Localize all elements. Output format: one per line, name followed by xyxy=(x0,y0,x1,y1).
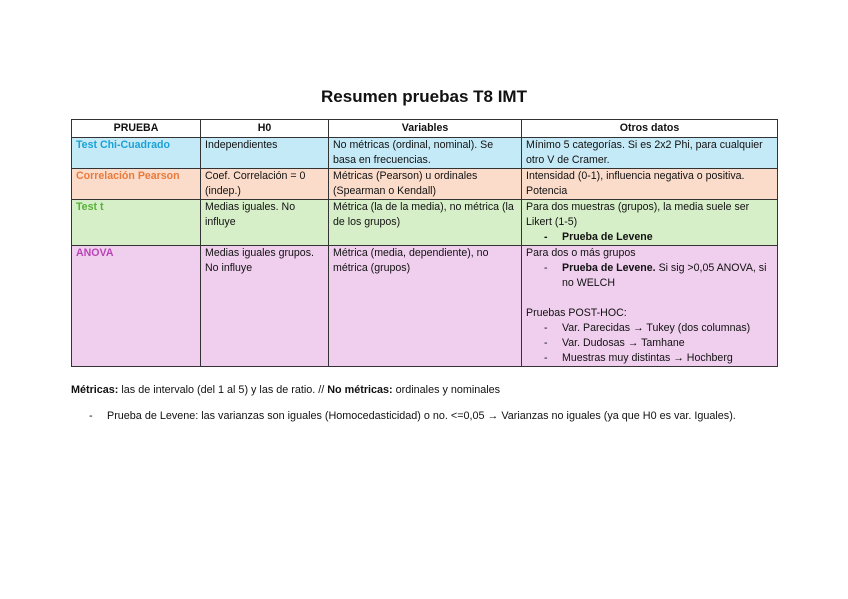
cell-variables: Métrica (media, dependiente), no métrica (grupos) xyxy=(329,246,522,367)
cell-otros-datos: Mínimo 5 categorías. Si es 2x2 Phi, para cualquier otro V de Cramer. xyxy=(522,138,778,169)
list-item: - Muestras muy distintas → Hochberg xyxy=(534,351,773,366)
table-row-correlacion xyxy=(72,169,778,200)
list-item: - Var. Dudosas → Tamhane xyxy=(534,336,773,351)
levene-bold: Prueba de Levene. xyxy=(562,262,656,274)
cell-prueba: ANOVA xyxy=(72,246,201,367)
otros-text: Para dos o más grupos xyxy=(526,247,636,259)
cell-prueba: Correlación Pearson xyxy=(72,169,201,200)
table-row-anova xyxy=(72,246,778,367)
header-prueba: PRUEBA xyxy=(72,120,201,138)
metricas-label: Métricas: xyxy=(71,384,119,396)
levene-note-text: Prueba de Levene: las varianzas son iguales (Homocedasticidad) o no. <=0,05 → Varianzas no iguales (ya que H0 es var. Iguales). xyxy=(107,410,736,422)
no-metricas-label: No métricas: xyxy=(327,384,393,396)
cell-variables: Métrica (la de la media), no métrica (la de los grupos) xyxy=(329,200,522,246)
header-variables: Variables xyxy=(329,120,522,138)
otros-list xyxy=(526,230,773,245)
cell-otros-datos xyxy=(522,246,778,367)
cell-h0: Medias iguales. No influye xyxy=(201,200,329,246)
posthoc-list xyxy=(526,321,773,366)
summary-table xyxy=(71,119,778,367)
cell-otros-datos xyxy=(522,200,778,246)
levene-rest: Si sig >0,05 ANOVA, si no WELCH xyxy=(562,262,767,289)
no-metricas-text: ordinales y nominales xyxy=(392,384,501,396)
list-item: - Var. Parecidas → Tukey (dos columnas) xyxy=(534,321,773,336)
cell-otros-datos: Intensidad (0-1), influencia negativa o positiva. Potencia xyxy=(522,169,778,200)
list-item: - Prueba de Levene xyxy=(534,230,773,245)
header-h0: H0 xyxy=(201,120,329,138)
bullet-dash: - xyxy=(89,410,93,422)
cell-h0: Coef. Correlación = 0 (indep.) xyxy=(201,169,329,200)
table-row-chi-cuadrado xyxy=(72,138,778,169)
levene-note xyxy=(89,410,736,422)
posthoc-label: Pruebas POST-HOC: xyxy=(526,307,627,319)
page-title: Resumen pruebas T8 IMT xyxy=(321,87,527,106)
table-row-test-t xyxy=(72,200,778,246)
cell-variables: Métricas (Pearson) u ordinales (Spearman o Kendall) xyxy=(329,169,522,200)
table-header-row xyxy=(72,120,778,138)
header-otros-datos: Otros datos xyxy=(522,120,778,138)
cell-prueba: Test Chi-Cuadrado xyxy=(72,138,201,169)
list-item xyxy=(534,261,773,291)
levene-list xyxy=(526,261,773,291)
metrics-note xyxy=(71,384,500,396)
cell-prueba: Test t xyxy=(72,200,201,246)
cell-variables: No métricas (ordinal, nominal). Se basa en frecuencias. xyxy=(329,138,522,169)
cell-h0: Independientes xyxy=(201,138,329,169)
cell-h0: Medias iguales grupos. No influye xyxy=(201,246,329,367)
metricas-text: las de intervalo (del 1 al 5) y las de ratio. // xyxy=(118,384,328,396)
otros-text: Para dos muestras (grupos), la media suele ser Likert (1-5) xyxy=(526,201,750,228)
